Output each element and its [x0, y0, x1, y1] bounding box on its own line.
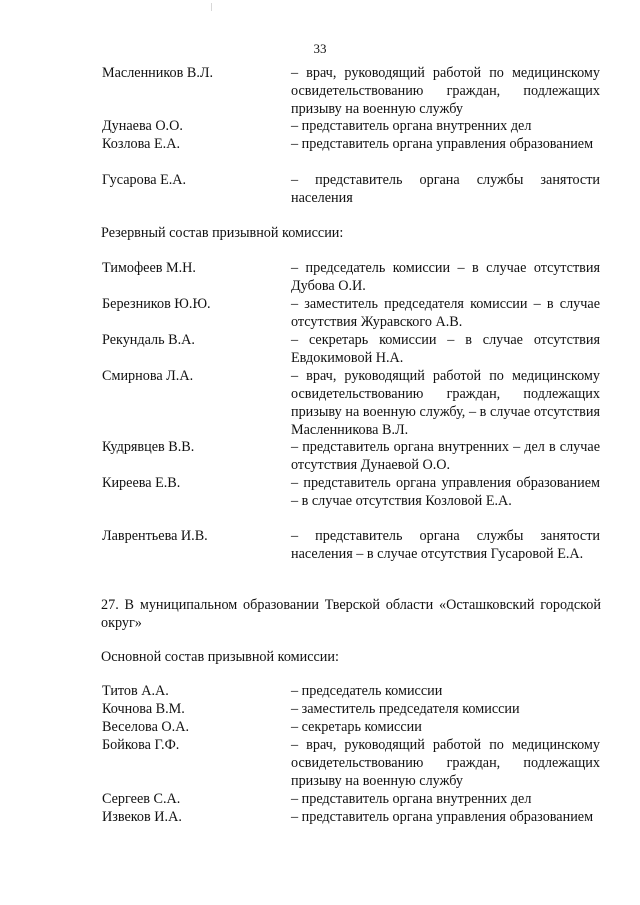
member-row	[102, 736, 602, 790]
member-list-item-27	[102, 682, 602, 844]
member-row	[102, 331, 602, 367]
member-role: – председатель комиссии	[291, 683, 443, 699]
member-name: Бойкова Г.Ф.	[102, 737, 180, 753]
member-role: – секретарь комиссии	[291, 719, 422, 735]
member-list-reserve	[102, 259, 602, 581]
member-role: – представитель органа внутренних дел	[291, 118, 532, 134]
member-row	[102, 171, 602, 207]
member-role: – представитель органа внутренних дел	[291, 791, 532, 807]
member-role: – представитель органа управления образованием – в случае отсутствия Козловой Е.А.	[291, 475, 600, 509]
member-name: Кудрявцев В.В.	[102, 439, 195, 455]
member-name: Козлова Е.А.	[102, 136, 180, 152]
member-role: – врач, руководящий работой по медицинскому освидетельствованию граждан, подлежащих призыву на военную службу	[291, 65, 600, 117]
member-role: – представитель органа службы занятости населения – в случае отсутствия Гусаровой Е.А.	[291, 528, 600, 562]
member-name: Веселова О.А.	[102, 719, 189, 735]
member-row	[102, 438, 602, 474]
member-list-main-continued	[102, 64, 602, 207]
member-row	[102, 259, 602, 295]
member-name: Извеков И.А.	[102, 809, 182, 825]
member-role: – представитель органа внутренних – дел в случае отсутствия Дунаевой О.О.	[291, 439, 600, 473]
member-row	[102, 295, 602, 331]
member-role: – секретарь комиссии – в случае отсутствия Евдокимовой Н.А.	[291, 332, 600, 366]
member-role: – председатель комиссии – в случае отсутствия Дубова О.И.	[291, 260, 600, 294]
member-row	[102, 117, 602, 135]
member-role: – врач, руководящий работой по медицинскому освидетельствованию граждан, подлежащих призыву на военную службу, – в случае отсутствия Масленникова В.Л.	[291, 368, 600, 438]
main-composition-heading: Основной состав призывной комиссии:	[101, 649, 339, 665]
member-role: – заместитель председателя комиссии	[291, 701, 520, 717]
member-row	[102, 527, 602, 581]
member-row	[102, 367, 602, 438]
member-name: Киреева Е.В.	[102, 475, 181, 491]
member-row	[102, 718, 602, 736]
member-role: – представитель органа службы занятости населения	[291, 172, 600, 206]
member-name: Тимофеев М.Н.	[102, 260, 196, 276]
reserve-heading: Резервный состав призывной комиссии:	[101, 225, 344, 241]
member-row	[102, 682, 602, 700]
member-role: – врач, руководящий работой по медицинскому освидетельствованию граждан, подлежащих призыву на военную службу	[291, 737, 600, 789]
member-row	[102, 474, 602, 527]
member-name: Рекундаль В.А.	[102, 332, 195, 348]
member-row	[102, 700, 602, 718]
item-27-heading: 27. В муниципальном образовании Тверской области «Осташковский городской округ»	[101, 597, 601, 631]
scan-mark	[211, 3, 212, 11]
member-row	[102, 135, 602, 171]
member-name: Смирнова Л.А.	[102, 368, 194, 384]
member-name: Лаврентьева И.В.	[102, 528, 208, 544]
member-name: Дунаева О.О.	[102, 118, 183, 134]
page-number: 33	[313, 41, 327, 56]
member-role: – представитель органа управления образованием	[291, 809, 594, 825]
member-row	[102, 808, 602, 844]
member-name: Березников Ю.Ю.	[102, 296, 211, 312]
member-role: – заместитель председателя комиссии – в случае отсутствия Журавского А.В.	[291, 296, 600, 330]
member-name: Титов А.А.	[102, 683, 169, 699]
member-name: Гусарова Е.А.	[102, 172, 187, 188]
member-name: Сергеев С.А.	[102, 791, 181, 807]
member-role: – представитель органа управления образованием	[291, 136, 594, 152]
member-name: Масленников В.Л.	[102, 65, 214, 81]
member-row	[102, 64, 602, 117]
member-row	[102, 790, 602, 808]
member-name: Кочнова В.М.	[102, 701, 185, 717]
